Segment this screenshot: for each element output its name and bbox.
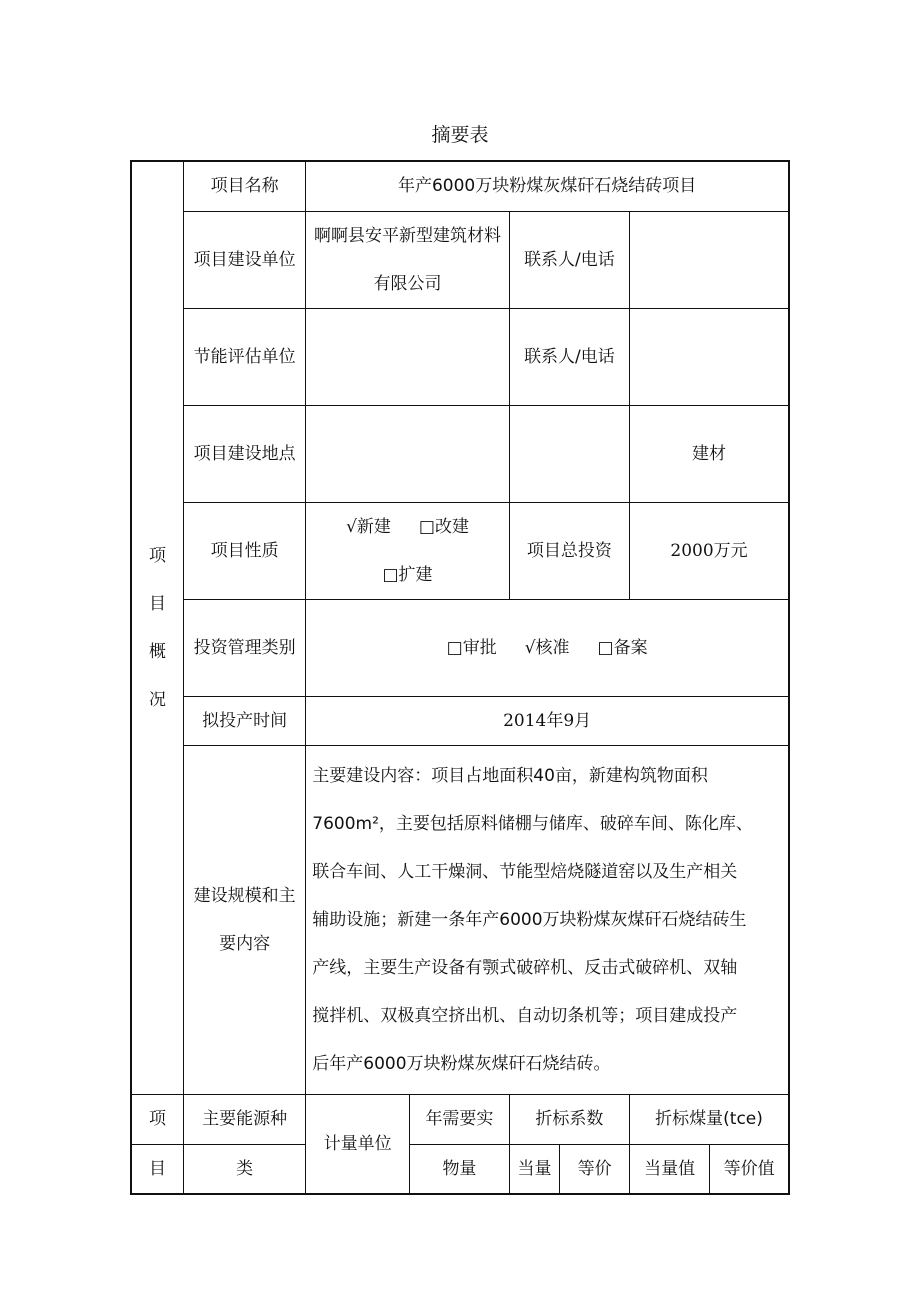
option-verify: √核准 — [524, 637, 570, 658]
row-scale — [131, 745, 789, 1094]
project-name-label: 项目名称 — [183, 161, 305, 211]
evaluator-contact-value — [630, 308, 789, 405]
coal-equiv-value: 当量值 — [630, 1144, 710, 1194]
row-energy-subheader — [131, 1144, 789, 1194]
row-evaluator — [131, 308, 789, 405]
unit-label: 计量单位 — [306, 1094, 410, 1194]
scale-line: 产线，主要生产设备有颚式破碎机、反击式破碎机、双轴 — [312, 957, 738, 978]
project-name-value: 年产6000万块粉煤灰煤矸石烧结砖项目 — [306, 161, 789, 211]
invest-label: 项目总投资 — [509, 502, 629, 599]
nature-options — [306, 502, 510, 599]
option-record: □备案 — [597, 637, 648, 658]
summary-table — [130, 160, 790, 1195]
management-options — [306, 599, 789, 696]
row-location — [131, 405, 789, 502]
scale-line: 7600m²，主要包括原料储棚与储库、破碎车间、陈化库、 — [312, 813, 753, 834]
coef-equiv: 当量 — [509, 1144, 559, 1194]
coal-label: 折标煤量(tce) — [630, 1094, 789, 1144]
location-value — [306, 405, 510, 502]
row-nature — [131, 502, 789, 599]
row-management — [131, 599, 789, 696]
annual-label: 物量 — [410, 1144, 510, 1194]
coef-label: 折标系数 — [509, 1094, 629, 1144]
energy-type-label: 主要能源种 — [183, 1094, 305, 1144]
builder-contact-value — [630, 211, 789, 308]
builder-value: 啊啊县安平新型建筑材料有限公司 — [306, 211, 510, 308]
overview-label: 项 目 概 况 — [131, 161, 183, 1094]
evaluator-contact-label: 联系人/电话 — [509, 308, 629, 405]
scale-line: 辅助设施；新建一条年产6000万块粉煤灰煤矸石烧结砖生 — [312, 909, 747, 930]
scale-content — [306, 745, 789, 1094]
start-time-value: 2014年9月 — [306, 696, 789, 745]
evaluator-label: 节能评估单位 — [183, 308, 305, 405]
annual-label: 年需要实 — [410, 1094, 510, 1144]
row-energy-header — [131, 1094, 789, 1144]
evaluator-value — [306, 308, 510, 405]
option-new: √新建 — [346, 516, 391, 537]
scale-line: 搅拌机、双极真空挤出机、自动切条机等；项目建成投产 — [312, 1005, 738, 1026]
location-extra — [509, 405, 629, 502]
option-expand: □扩建 — [382, 564, 433, 585]
industry-value: 建材 — [630, 405, 789, 502]
scale-line: 主要建设内容：项目占地面积40亩，新建构筑物面积 — [312, 765, 708, 786]
location-label: 项目建设地点 — [183, 405, 305, 502]
scale-line: 联合车间、人工干燥洞、节能型焙烧隧道窑以及生产相关 — [312, 861, 738, 882]
energy-section-char: 项 — [131, 1094, 183, 1144]
nature-label: 项目性质 — [183, 502, 305, 599]
option-rebuild: □改建 — [418, 516, 469, 537]
scale-line: 后年产6000万块粉煤灰煤矸石烧结砖。 — [312, 1053, 611, 1074]
option-approve: □审批 — [446, 637, 497, 658]
page-title: 摘要表 — [431, 124, 489, 146]
row-builder — [131, 211, 789, 308]
energy-type-label: 类 — [183, 1144, 305, 1194]
management-label: 投资管理类别 — [183, 599, 305, 696]
row-start-time — [131, 696, 789, 745]
builder-contact-label: 联系人/电话 — [509, 211, 629, 308]
invest-value: 2000万元 — [630, 502, 789, 599]
start-time-label: 拟投产时间 — [183, 696, 305, 745]
energy-section-char: 目 — [131, 1144, 183, 1194]
builder-label: 项目建设单位 — [183, 211, 305, 308]
scale-label: 建设规模和主要内容 — [183, 745, 305, 1094]
row-project-name — [131, 161, 789, 211]
coef-equal-price: 等价 — [560, 1144, 630, 1194]
coal-equal-price-value: 等价值 — [710, 1144, 789, 1194]
